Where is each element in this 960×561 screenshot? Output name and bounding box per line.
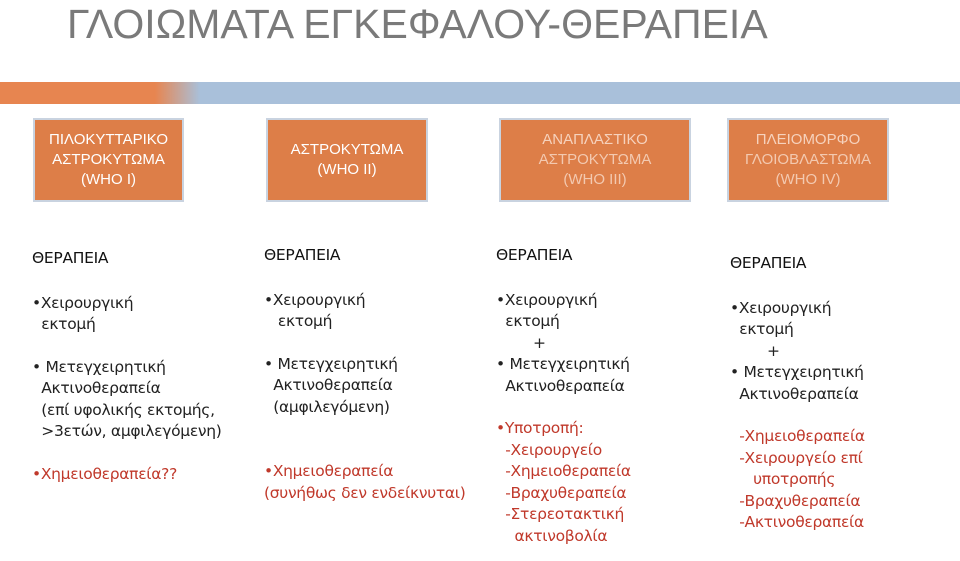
box-anaplastic (499, 118, 691, 202)
column-line: εκτομή (264, 312, 333, 330)
column-line: υποτροπής (730, 470, 836, 488)
column-line: (συνήθως δεν ενδείκνυται) (264, 483, 466, 502)
column-line: εκτομή (496, 312, 560, 330)
box-line: ΑΣΤΡΟΚΥΤΩΜΑ (538, 151, 652, 168)
box-line: ΓΛΟΙΟΒΛΑΣΤΩΜΑ (745, 151, 871, 168)
column-line: εκτομή (32, 315, 96, 333)
column-line: •Χημειοθεραπεία?? (32, 464, 177, 483)
column-line: εκτομή (730, 320, 794, 338)
column-line: Ακτινοθεραπεία (496, 376, 625, 395)
box-pilocytic (33, 118, 184, 202)
column-line: •Χειρουργική (496, 290, 598, 309)
box-line: (WHO IV) (775, 171, 841, 188)
column-header: ΘΕΡΑΠΕΙΑ (496, 246, 573, 264)
column-line: -Ακτινοθεραπεία (730, 513, 864, 531)
column-header: ΘΕΡΑΠΕΙΑ (264, 246, 341, 264)
column-line: (αμφιλεγόμενη) (264, 397, 390, 416)
slide-title: ΓΛΟΙΩΜΑΤΑ ΕΓΚΕΦΑΛΟΥ-ΘΕΡΑΠΕΙΑ (67, 1, 768, 47)
column-line: • Μετεγχειρητική (730, 363, 864, 381)
box-line: ΑΝΑΠΛΑΣΤΙΚΟ (542, 131, 648, 148)
column-line: • Μετεγχειρητική (496, 355, 630, 373)
column-header: ΘΕΡΑΠΕΙΑ (32, 249, 109, 267)
column-line: (επί υφολικής εκτομής, (32, 400, 215, 419)
column-line: -Στερεοτακτική (496, 505, 625, 523)
column-line: • Μετεγχειρητική (32, 357, 166, 376)
box-astrocytoma (266, 118, 428, 202)
column-line: •Χειρουργική (264, 290, 366, 309)
column-header: ΘΕΡΑΠΕΙΑ (730, 254, 807, 272)
box-line: ΠΙΛΟΚΥΤΤΑΡΙΚΟ (49, 131, 168, 148)
column-line: • Μετεγχειρητική (264, 354, 398, 373)
title-underline-bar (0, 82, 960, 104)
column-line: •Χημειοθεραπεία (264, 462, 394, 480)
box-line: (WHO III) (563, 171, 627, 188)
box-line: (WHO II) (317, 161, 377, 178)
box-glioblastoma (727, 118, 889, 202)
column-line: -Χημειοθεραπεία (496, 462, 631, 480)
column-line: -Χειρουργείο (496, 440, 602, 459)
column-line: -Βραχυθεραπεία (496, 483, 627, 502)
column-line: •Χειρουργική (32, 293, 134, 312)
therapy-column-2 (264, 245, 494, 504)
column-line: >3ετών, αμφιλεγόμενη) (32, 422, 222, 440)
column-line: Ακτινοθεραπεία (32, 379, 161, 397)
box-line: (WHO I) (81, 171, 136, 188)
column-line: Ακτινοθεραπεία (730, 384, 859, 403)
column-line: Ακτινοθεραπεία (264, 376, 393, 394)
column-line: •Χειρουργική (730, 298, 832, 317)
column-line: -Χειρουργείο επί (730, 448, 863, 467)
column-line: ακτινοβολία (496, 526, 608, 545)
column-line: + (496, 333, 546, 352)
column-line: -Χημειοθεραπεία (730, 427, 865, 445)
therapy-column-4 (730, 253, 955, 534)
box-line: ΠΛΕΙΟΜΟΡΦΟ (755, 131, 861, 148)
box-line: ΑΣΤΡΟΚΥΤΩΜΑ (290, 141, 404, 158)
column-line: •Υποτροπή: (496, 419, 584, 437)
column-line: -Βραχυθεραπεία (730, 491, 861, 510)
therapy-column-3 (496, 245, 716, 547)
therapy-column-1 (32, 248, 257, 485)
box-line: ΑΣΤΡΟΚΥΤΩΜΑ (52, 151, 165, 168)
column-line: + (730, 341, 780, 360)
